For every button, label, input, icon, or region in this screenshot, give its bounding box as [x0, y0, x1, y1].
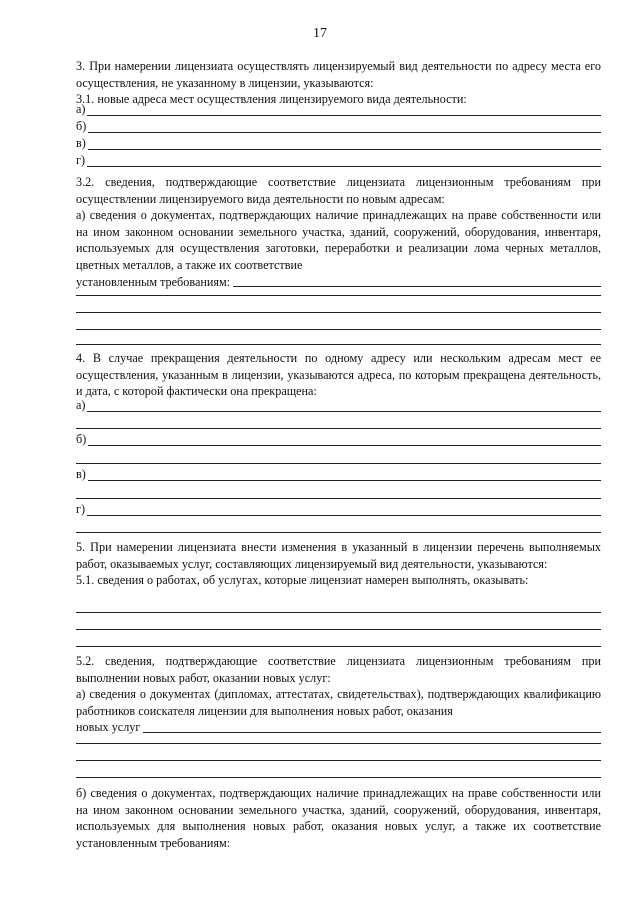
section-5-2-a-tail: новых услуг — [76, 720, 141, 735]
fill-line[interactable] — [233, 286, 601, 287]
closed-address-field-a[interactable] — [76, 398, 601, 414]
section-5-2-a-text: а) сведения о документах (дипломах, аттестатах, свидетельствах), подтверждающих квалификацию работников соискателя лицензии для выполнения новых работ, оказания — [76, 687, 601, 718]
address-field-b[interactable] — [76, 119, 601, 135]
field-label: в) — [76, 136, 86, 151]
fill-line[interactable] — [87, 103, 601, 116]
section-4-intro-text: 4. В случае прекращения деятельности по одному адресу или нескольким адресам мест ее осуществления, указанным в лицензии, указываются адреса, по которым прекращена деятельность, и дата, с которой фактически она прекращена: — [76, 351, 601, 399]
section-5-intro-text: 5. При намерении лицензиата внести изменения в указанный в лицензии перечень выполняемых работ, оказываемых услуг, составляющих лицензируемый вид деятельности, указываются: — [76, 540, 601, 571]
fill-line[interactable] — [76, 777, 601, 778]
fill-line[interactable] — [88, 433, 601, 446]
address-field-d[interactable] — [76, 153, 601, 169]
address-field-c[interactable] — [76, 136, 601, 152]
page-number: 17 — [313, 26, 327, 41]
fill-line[interactable] — [88, 120, 601, 133]
section-5-intro — [76, 539, 601, 589]
fill-line[interactable] — [143, 732, 601, 733]
section-3-2-a-field[interactable] — [76, 274, 601, 291]
fill-line[interactable] — [76, 612, 601, 613]
fill-line[interactable] — [76, 295, 601, 296]
fill-line[interactable] — [76, 312, 601, 313]
section-3-2-a-text: а) сведения о документах, подтверждающих наличие принадлежащих на праве собственности или на ином законном основании земельного участка, зданий, сооружений, оборудования, инвентаря, используемых для осуществления заготовки, переработки и реализации лома черных металлов, цветных металлов, а также их соответствие — [76, 208, 601, 272]
fill-line[interactable] — [76, 329, 601, 330]
section-5-2-a-field[interactable] — [76, 719, 601, 736]
closed-address-field-d[interactable] — [76, 502, 601, 518]
closed-address-field-c[interactable] — [76, 467, 601, 483]
section-3-2-text: 3.2. сведения, подтверждающие соответствие лицензиата лицензионным требованиям при осуществлении лицензируемого вида деятельности по новым адресам: — [76, 175, 601, 206]
fill-line[interactable] — [88, 137, 601, 150]
fill-line[interactable] — [76, 743, 601, 744]
fill-line[interactable] — [76, 646, 601, 647]
section-3-1-text: 3.1. новые адреса мест осуществления лицензируемого вида деятельности: — [76, 92, 467, 106]
section-3-intro-text: 3. При намерении лицензиата осуществлять лицензируемый вид деятельности по адресу места его осуществления, не указанному в лицензии, указываются: — [76, 59, 601, 90]
fill-line[interactable] — [76, 498, 601, 499]
section-5-2-b-text: б) сведения о документах, подтверждающих наличие принадлежащих на праве собственности или на ином законном основании земельного участка, зданий, сооружений, оборудования, инвентаря, используемых для выполнения новых работ, оказания новых услуг, а также их соответствие установленным требованиям: — [76, 786, 601, 850]
field-label: б) — [76, 432, 87, 447]
fill-line[interactable] — [88, 468, 601, 481]
section-3-2-a-tail: установленным требованиям: — [76, 274, 231, 289]
section-5-2-text: 5.2. сведения, подтверждающие соответствие лицензиата лицензионным требованиям при выполнении новых работ, оказании новых услуг: — [76, 654, 601, 685]
section-divider — [76, 344, 601, 345]
section-5-2-b — [76, 785, 601, 851]
section-3-intro — [76, 58, 601, 91]
address-field-a[interactable] — [76, 102, 601, 118]
field-label: в) — [76, 467, 86, 482]
section-5-1-text: 5.1. сведения о работах, об услугах, которые лицензиат намерен выполнять, оказывать: — [76, 573, 529, 588]
fill-line[interactable] — [76, 532, 601, 533]
fill-line[interactable] — [87, 503, 601, 516]
section-3-2 — [76, 174, 601, 290]
section-4-intro — [76, 350, 601, 400]
fill-line[interactable] — [76, 629, 601, 630]
section-5-2 — [76, 653, 601, 736]
fill-line[interactable] — [87, 154, 601, 167]
fill-line[interactable] — [76, 760, 601, 761]
field-label: г) — [76, 153, 86, 168]
field-label: а) — [76, 102, 86, 117]
fill-line[interactable] — [76, 428, 601, 429]
fill-line[interactable] — [87, 399, 601, 412]
fill-line[interactable] — [76, 463, 601, 464]
field-label: а) — [76, 398, 86, 413]
field-label: г) — [76, 502, 86, 517]
closed-address-field-b[interactable] — [76, 432, 601, 448]
field-label: б) — [76, 119, 87, 134]
